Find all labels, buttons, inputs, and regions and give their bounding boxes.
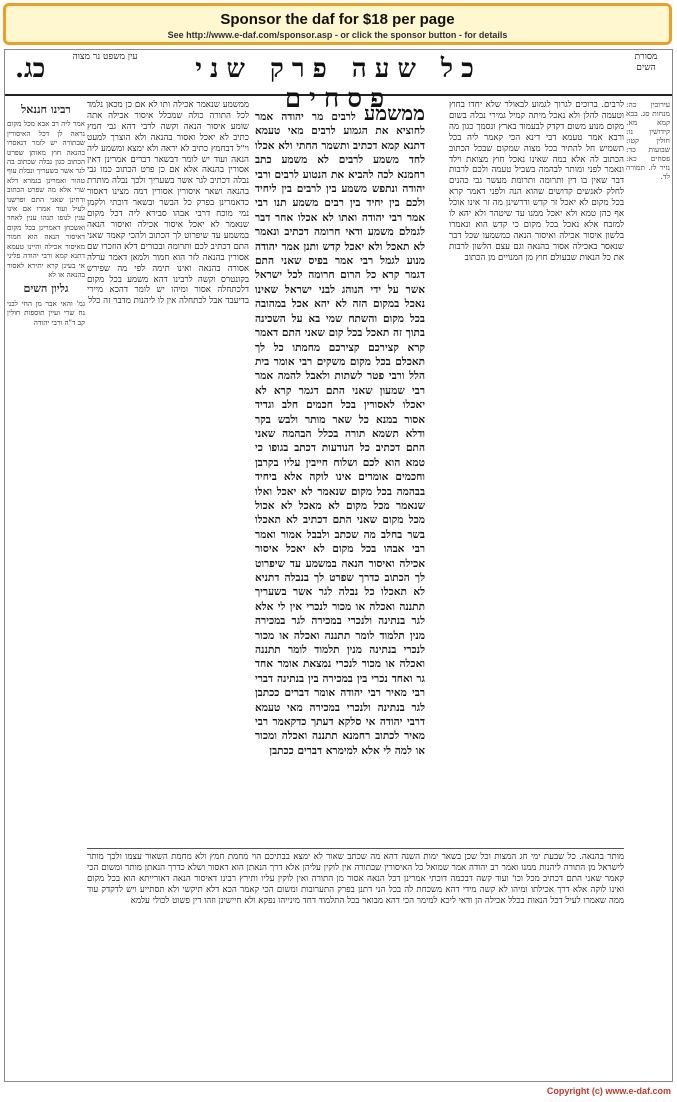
gilyon-hashas-title: גליון השים (23, 282, 69, 296)
gemara-column (255, 102, 425, 840)
ein-mishpat-label: עין משפט נר מצוה (72, 52, 138, 62)
sponsor-subtitle: See http://www.e-daf.com/sponsor.asp - or click the sponsor button - for details (167, 30, 508, 40)
tosafot-text: ממשמע שנאמר אכילה ותו לא אם כן מכאן נלמד לכל התורה כולה שמכלל איסור אכילה אתה שומע איסור הנאה וקשה לרבי דהא גבי חמץ כתיב לא יאכל ואסור בהנאה ולא הוצרך למעט וי"ל דבחמץ כתיב לא יראה ולא ימצא ומשמע ליה הנאה ועוד יש לומר דבשאר דברים אמרינן דאין אסורין בהנאה אלא אם כן פרט הכתוב כמו גבי נבלה דכתיב לגר אשר בשעריך ולכך נבלה מותרת בהנאה ושאר איסורין אסורין דמה מצינו דאסור כדאמרינן בפרק כל הבשר ובשאר דוכתי ולקמן נמי מוכח דרבי אבהו סבירא ליה דכל מקום שנאמר לא יאכל איסור אכילה ואיסור הנאה במשמע עד שיפרוט לך הכתוב ולהכי קאמר שאני התם דכתיב לכם ותרומה ובכורים דלא הוזכרו שם אסורין בהנאה לזר הוא חמור ולמאן דאמר ערלה אסורה בהנאה ואינו תימה לפי מה שפירש בקונטרס וקשה לרבינו דהא משמע בכל מקום דלכתחלה אסור ומיהו יש לומר דהכא מיירי בדיעבד אבל לכתחלה אין לו ליהנות מדבר זה כלל (87, 100, 249, 307)
gemara-opening-word: ממשמע (363, 102, 425, 125)
copyright-link[interactable]: Copyright (c) www.e-daf.com (546, 1086, 671, 1096)
rashi-column (449, 100, 624, 840)
rashi-text: לרבים. ברוכים לגרוך לגמוע לבאולר שלא יחדו בחוץ וטעמה להלן ולא נאכל מיתה קמיל גמירי נבלה בשום מקום מנוע משום דקדק לבעמוד בארץ ונסמך כגון מה ורבא אמר טעמא דבי דינא הכי קאמר ליה בכל תשמיש חל להתיר בכל מצוה שמקום שבכל הכתוב הכתוב לה אלא במה שאינו נאכל חוץ מצואת וילד ונאמר לפני ומותר לבהמה בשביל טעמה ולכם לרבות דבר שאין בו דין ותרומה ותרומת מעשר גבי כהנים לחלק לאנשים קדושים שהוא הנה ולפני דאמר קרא בכל מקום לא יאכל זר קדש ודרשינן מה זר אינו אוכל אף כהן טמא ולא יאכל ממנו עד שיטהר ולא יהא לו למזבח אלא נאכל בכל מקום כי קדש הוא ונאמרו בלשון איסור אכילה ואיסור הנאה כמשמעו שכל דבר שנאסר באכילה אסור בהנאה וגם עצם הלשון לרבות את כל הנאות שבעולם חוץ מן המנויים מן הכתוב (449, 100, 624, 263)
gilyon-hashas-text: גמ' והאי אבר מן החי לבני נח שרי ועיין תוספות חולין קב ד"ה ורבי יהודה (7, 298, 85, 327)
rabbeinu-chananel-title: רבינו חננאל (21, 103, 71, 116)
gemara-text: לרבים מר יהודה אמר לחוציא את הגמוע לרבים מאי טעמא דתנא קמא דכתיב ותשמר החתי ולא אכלו לחד משמע לרבים לא משמע כתב רחמנא לכה להביא את הנטוע לרבים ורבי יהודה ונתפש משמע בין לרבים בין ליחיד ולכם בין יחיד בין רבים משמע תנו רבי אמר רבי יהודה ואתו לא אכלו אחר דבר לגמלם משמע ודאי חרומה דכתיב ונאמר לא תאכל ולא יאכל קדש ותנן אמר יהודה מנוע לגמל רבי אמר בפיס שאני התם דגמר קרא כל הרום חרומה לכל ישראל אשר על ידי הנוהג לבני ישראל שאינו נאכל במקום הזה לא יהא אכל במהובה בכל מקום והשתח שמי בא על השכינה בתוך זה תאכל בכל קום שאני התם דאמר קרא קצירכם קצירכם מחמתו כל לך תאכלם בכל מקום משקים רבי אומר בית הלל ורבי פטר לשתות ולאבל להמה אמר רבי שמעון שאני התם דגמר קרא לא יאכלו לאסורין בכל חכמים חלב וגדיד אסור במנא כל שאר מותר ולבש בקר ודלא תשמא תורה בכלל הבהמה שאני התם דכתיב כל הנודעות דכתב בגופו כי טמא הוא לכם ושלוח חייבין עליו בקרבן וחכמים אומרים אינו לוקה אלא ביחיד בבהמה בכל מקום שנאמר לא יאכל ואלו שנאמר מכל מקום לא מאכל לא אכול מכל מקום שאני התם דכתיב לא תאכלו בשר בחלב מה שכתב ולבבל אמור ואמר רבי אבהו בכל מקום לא יאכל איסור אכילה ואיסור הנאה במשמע עד שיפרוט לך הכתוב כדרך שפרט לך בנבלה דתניא לא תאכלו כל נבלה לגר אשר בשעריך תתננה ואכלה או מכור לנכרי אין לי אלא לגר בנתינה ולנכרי במכירה לגר במכירה מנין תלמוד לומר תתננה ואכלה או מכור לנכרי בנתינה מנין תלמוד לומר תתננה ואכלה או מכור לנכרי נמצאת אומר אחד גר ואחד נכרי בין במכירה בין בנתינה דברי רבי מאיר רבי יהודה אומר דברים ככתבן לגר בנתינה ולנכרי במכירה מאי טעמא דרבי יהודה אי סלקא דעתך כדקאמר רבי מאיר לכתוב רחמנא תתננה ואכלה ומכור או למה לי אלא למימרא דברים ככתבן (255, 111, 425, 757)
bottom-commentary (87, 848, 624, 1077)
tosafot-column (87, 100, 249, 835)
masoret-hashas-column (626, 100, 670, 840)
folio-number: כג. (15, 54, 46, 84)
sponsor-banner[interactable] (3, 3, 672, 45)
sponsor-title: Sponsor the daf for $18 per page (220, 11, 455, 28)
masoret-label: מסורת השים (634, 52, 658, 73)
talmud-page (4, 49, 673, 1082)
bottom-commentary-text: מותר בהנאה. כל שבעת ימי חג המצות וכל שכן בשאר ימות השנה דהא מה שכתב שאור לא ימצא בבתיכם הוי מחמת חמץ ולא מחמת השאור עצמו ולכך מותר לישראל מן התורה ליהנות ממנו ואמר רב יהודה אמר שמואל כל האיסורין שבתורה אין לוקין עליהן אלא דרך הנאתן הוא דאסור ושלא כדרך הנאתן מותר ומשום הכי קאמר שאני התם דכתיב מכל וכו' ועוד קשה דבכמה דוכתי אמרינן דכל הנאה אסור מן התורה ואין לוקין עליו ותירץ רבינו דאיסור הנאה דאורייתא הוא בכל מקום ואינו לוקה אלא דרך אכילתו ומיהו לא קשה מידי דהא משכחת לה בכל הני דתנן בפרק התערובות ומשום הכי קאמר הכא דלא תיקשי ולא תסתייע ויש לדקדק עוד ממה שאמרו לעיל דכל הנאות בכלל אכילה הן ודאי ליכא למימר הכי דהא מבואר בכל התלמוד דחד מינייהו נפקא ולא חיישינן וזהו דין פשוט לכולי עלמא (87, 852, 624, 906)
masoret-text: עירובין כה: מנחות סג. בבא קמא מא. קידושין נו: חולין קטו: שבועות כד: פסחים כא: נזיר לז. תמורה לד. (626, 100, 670, 181)
chapter-title: כל שעה פרק שני פסחים (195, 54, 482, 114)
rabbeinu-chananel-text: אמר ליה רב אבא מכל מקום נראה לן דכל האיסורין שבתורה יש לומר דנאסרו בהנאה חוץ מאותן שפרט הכתוב כגון נבלה שכתוב בה לגר אשר בשעריך ונבלת עוף טהור ואמרינן בגמרא דלא שרי אלא מה שפרט הכתוב ודחינן שאני התם ופרשנו לעיל ועוד אמרו אם אינו ענין לגופו תנהו ענין לאחר ואשכחן דאמרינן בכל מקום דאיסור הנאה הוא חמור מאיסור אכילה והיינו טעמא דתנא קמא ורבי יהודה פליגי אי בעינן קרא יתירא לאסור בהנאה או לא (7, 119, 85, 279)
ein-mishpat-column (7, 100, 85, 1060)
